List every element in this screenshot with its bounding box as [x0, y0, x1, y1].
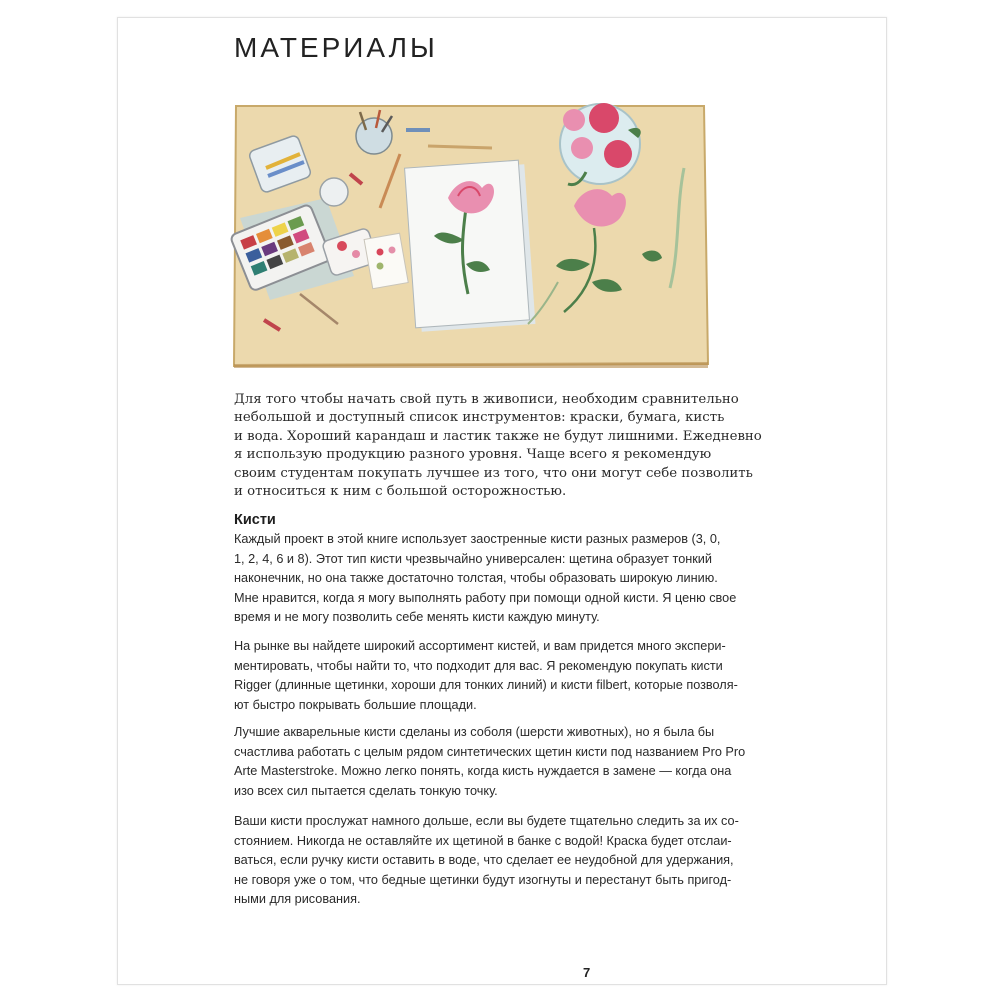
paragraph-line: 1, 2, 4, 6 и 8). Этот тип кисти чрезвычайно универсален: щетина образует тонкий [234, 551, 712, 566]
intro-line: Для того чтобы начать свой путь в живописи, необходим сравнительно [234, 392, 739, 407]
paragraph-line: время и не могу позволить себе менять кисти каждую минуту. [234, 610, 600, 624]
paragraph-line: Лучшие акварельные кисти сделаны из соболя (шерсти животных), но я была бы [234, 725, 715, 739]
paragraph-line: ментировать, чтобы найти то, что подходит для вас. Я рекомендую покупать кисти [234, 658, 723, 673]
intro-line: и относиться к ним с большой осторожностью. [234, 484, 567, 500]
paragraph-line: не говоря уже о том, что бедные щетинки будут изогнуты и перестанут быть пригод- [234, 872, 732, 887]
brushes-paragraph-3 [234, 723, 834, 801]
intro-line: я использую продукцию разного уровня. Чаще всего я рекомендую [234, 447, 712, 463]
page-title: МАТЕРИАЛЫ [234, 32, 438, 63]
brushes-paragraph-4 [234, 812, 834, 910]
paragraph-line: Каждый проект в этой книге использует заостренные кисти разных размеров (3, 0, [234, 532, 721, 546]
brushes-paragraph-1 [234, 530, 834, 628]
paragraph-line: счастлива работать с целым рядом синтетических щетин кисти под названием Pro Pro [234, 744, 746, 759]
section-heading-brushes: Кисти [234, 512, 276, 528]
watercolor-supplies-illustration [230, 68, 720, 368]
paragraph-line: наконечник, но она также достаточно толстая, чтобы образовать широкую линию. [234, 571, 718, 585]
paragraph-line: Ваши кисти прослужат намного дольше, если вы будете тщательно следить за их со- [234, 814, 739, 828]
paragraph-line: изо всех сил пытается сделать тонкую точку. [234, 783, 498, 798]
paragraph-line: Rigger (длинные щетинки, хороши для тонких линий) и кисти filbert, которые позволя- [234, 678, 738, 692]
paragraph-line: На рынке вы найдете широкий ассортимент кистей, и вам придется много экспери- [234, 639, 726, 653]
paragraph-line: ют быстро покрывать большие площади. [234, 697, 477, 712]
book-page [117, 17, 887, 985]
intro-paragraph [234, 391, 794, 501]
paragraph-line: ными для рисования. [234, 892, 361, 906]
intro-line: своим студентам покупать лучшее из того, что они могут себе позволить [234, 465, 753, 481]
paragraph-line: стоянием. Никогда не оставляйте их щетиной в банке с водой! Краска будет отслаи- [234, 833, 732, 848]
paragraph-line: Мне нравится, когда я могу выполнять работу при помощи одной кисти. Я ценю свое [234, 590, 737, 605]
page-number: 7 [583, 965, 591, 980]
paragraph-line: Arte Masterstroke. Можно легко понять, когда кисть нуждается в замене — когда она [234, 764, 732, 778]
intro-line: небольшой и доступный список инструментов: краски, бумага, кисть [234, 410, 725, 426]
paragraph-line: ваться, если ручку кисти оставить в воде, что сделает ее неудобной для удержания, [234, 853, 734, 867]
brushes-paragraph-2 [234, 637, 834, 715]
rose-plate [560, 103, 641, 185]
intro-line: и вода. Хороший карандаш и ластик также не будут лишними. Ежедневно [234, 428, 762, 444]
paper-pad [405, 160, 536, 332]
